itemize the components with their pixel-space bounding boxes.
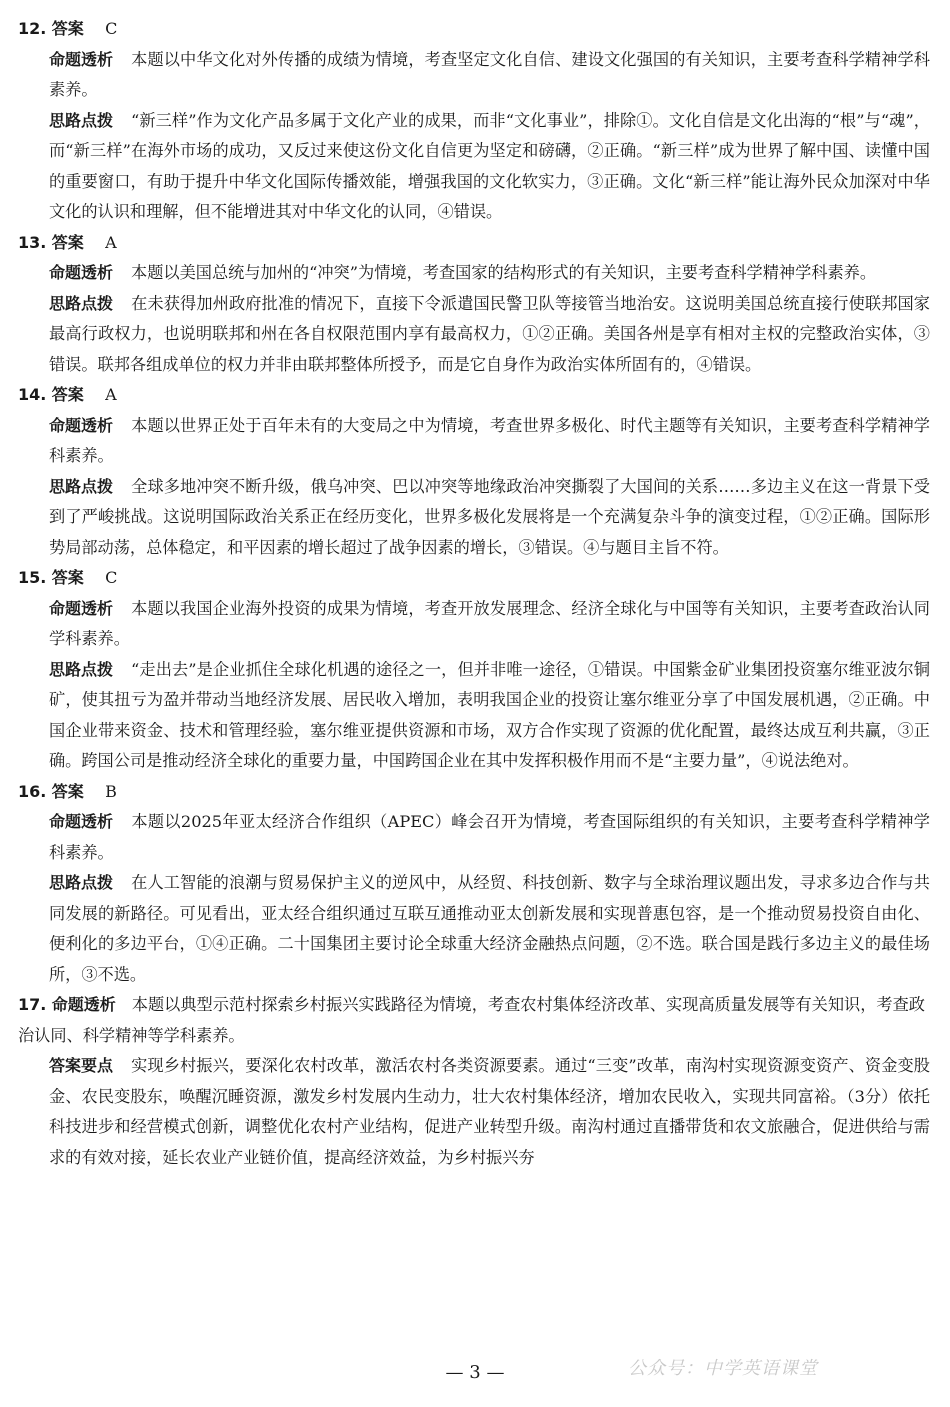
- answer-line: [18, 380, 930, 411]
- section-analysis: [49, 411, 930, 472]
- section-text: 本题以世界正处于百年未有的大变局之中为情境，考查世界多极化、时代主题等有关知识，主要考查科学精神学科素养。: [49, 415, 930, 465]
- section-text: “走出去”是企业抓住全球化机遇的途径之一，但并非唯一途径，①错误。中国紫金矿业集团投资塞尔维亚波尔铜矿，使其扭亏为盈并带动当地经济发展、居民收入增加，表明我国企业的投资让塞尔维亚分享了中国发展机遇，②正确。中国企业带来资金、技术和管理经验，塞尔维亚提供资源和市场，双方合作实现了资源的优化配置，最终达成互利共赢，③正确。跨国公司是推动经济全球化的重要力量，中国跨国企业在其中发挥积极作用而不是“主要力量”，④说法绝对。: [49, 659, 930, 770]
- answer-label: 答案: [51, 19, 84, 38]
- question-number: 16.: [18, 781, 47, 801]
- section-hint: [49, 289, 930, 381]
- section-analysis: [49, 807, 930, 868]
- section-hint: [49, 868, 930, 990]
- answer-value: A: [105, 232, 118, 252]
- answer-label: 答案: [51, 232, 84, 252]
- section-label: 答案要点: [49, 1056, 114, 1075]
- answer-label: 答案: [51, 385, 84, 404]
- section-label: 命题透析: [49, 263, 114, 282]
- section-label: 命题透析: [49, 415, 114, 435]
- section-label: 命题透析: [49, 812, 114, 831]
- answer-value: C: [105, 19, 119, 38]
- section-hint: [49, 472, 930, 564]
- section-text: 本题以中华文化对外传播的成绩为情境，考查坚定文化自信、建设文化强国的有关知识，主要考查科学精神学科素养。: [49, 49, 930, 99]
- analysis-text: 本题以典型示范村探索乡村振兴实践路径为情境，考查农村集体经济改革、实现高质量发展等有关知识，考查政治认同、科学精神等学科素养。: [18, 995, 925, 1045]
- section-analysis: [49, 45, 930, 106]
- answer-line: [18, 777, 930, 808]
- answer-label: 答案: [51, 568, 84, 587]
- question-17: [18, 990, 930, 1173]
- question-number: 12.: [18, 19, 47, 38]
- section-hint: [49, 655, 930, 777]
- analysis-line: [18, 990, 930, 1051]
- question-14: [18, 380, 930, 563]
- section-text: 本题以2025年亚太经济合作组织（APEC）峰会召开为情境，考查国际组织的有关知识，主要考查科学精神学科素养。: [49, 812, 930, 862]
- answer-line: [18, 563, 930, 594]
- answer-label: 答案: [51, 781, 84, 801]
- section-label: 思路点拨: [49, 476, 114, 496]
- section-text: 在人工智能的浪潮与贸易保护主义的逆风中，从经贸、科技创新、数字与全球治理议题出发，寻求多边合作与共同发展的新路径。可见看出，亚太经合组织通过互联互通推动亚太创新发展和实现普惠包容，是一个推动贸易投资自由化、便利化的多边平台，①④正确。二十国集团主要讨论全球重大经济金融热点问题，②不选。联合国是践行多边主义的最佳场所，③不选。: [49, 873, 930, 984]
- answer-value: C: [105, 568, 119, 587]
- analysis-label: 命题透析: [51, 995, 116, 1014]
- watermark: 公众号：中学英语课堂: [628, 1358, 818, 1379]
- section-text: 在未获得加州政府批准的情况下，直接下令派遣国民警卫队等接管当地治安。这说明美国总统直接行使联邦国家最高行政权力，也说明联邦和州在各自权限范围内享有最高权力，①②正确。美国各州是享有相对主权的完整政治实体，③错误。联邦各组成单位的权力并非由联邦整体所授予，而是它自身作为政治实体所固有的，④错误。: [49, 293, 930, 374]
- answer-value: A: [105, 385, 118, 404]
- question-12: [18, 14, 930, 228]
- answer-line: [18, 228, 930, 259]
- section-text: 实现乡村振兴，要深化农村改革，激活农村各类资源要素。通过“三变”改革，南沟村实现资源变资产、资金变股金、农民变股东，唤醒沉睡资源，激发乡村发展内生动力，壮大农村集体经济，增加农民收入，实现共同富裕。（3分）依托科技进步和经营模式创新，调整优化农村产业结构，促进产业转型升级。南沟村通过直播带货和农文旅融合，促进供给与需求的有效对接，延长农业产业链价值，提高经济效益，为乡村振兴夯: [49, 1056, 930, 1167]
- section-label: 思路点拨: [49, 293, 114, 313]
- question-16: [18, 777, 930, 991]
- question-number: 15.: [18, 568, 47, 587]
- document-body: [18, 14, 930, 1173]
- section-label: 思路点拨: [49, 873, 114, 892]
- section-label: 命题透析: [49, 598, 114, 618]
- section-label: 思路点拨: [49, 659, 114, 679]
- section-hint: [49, 106, 930, 228]
- section-text: 本题以我国企业海外投资的成果为情境，考查开放发展理念、经济全球化与中国等有关知识，主要考查政治认同学科素养。: [49, 598, 930, 648]
- section-text: 本题以美国总统与加州的“冲突”为情境，考查国家的结构形式的有关知识，主要考查科学精神学科素养。: [131, 263, 877, 282]
- section-label: 命题透析: [49, 49, 114, 69]
- section-analysis: [49, 258, 930, 289]
- page-number: — 3 —: [445, 1362, 505, 1383]
- section-text: “新三样”作为文化产品多属于文化产业的成果，而非“文化事业”，排除①。文化自信是文化出海的“根”与“魂”，而“新三样”在海外市场的成功，又反过来使这份文化自信更为坚定和磅礴，②正确。“新三样”成为世界了解中国、读懂中国的重要窗口，有助于提升中华文化国际传播效能，增强我国的文化软实力，③正确。文化“新三样”能让海外民众加深对中华文化的认识和理解，但不能增进其对中华文化的认同，④错误。: [49, 110, 930, 221]
- question-15: [18, 563, 930, 777]
- question-13: [18, 228, 930, 381]
- question-number: 17.: [18, 995, 47, 1014]
- answer-line: [18, 14, 930, 45]
- section-text: 全球多地冲突不断升级，俄乌冲突、巴以冲突等地缘政治冲突撕裂了大国间的关系……多边主义在这一背景下受到了严峻挑战。这说明国际政治关系正在经历变化，世界多极化发展将是一个充满复杂斗争的演变过程，①②正确。国际形势局部动荡，总体稳定，和平因素的增长超过了战争因素的增长，③错误。④与题目主旨不符。: [49, 476, 930, 557]
- question-number: 14.: [18, 385, 47, 404]
- section-label: 思路点拨: [49, 110, 114, 130]
- question-number: 13.: [18, 232, 47, 252]
- answer-value: B: [105, 781, 118, 801]
- section-analysis: [49, 594, 930, 655]
- section-answer-points: [49, 1051, 930, 1173]
